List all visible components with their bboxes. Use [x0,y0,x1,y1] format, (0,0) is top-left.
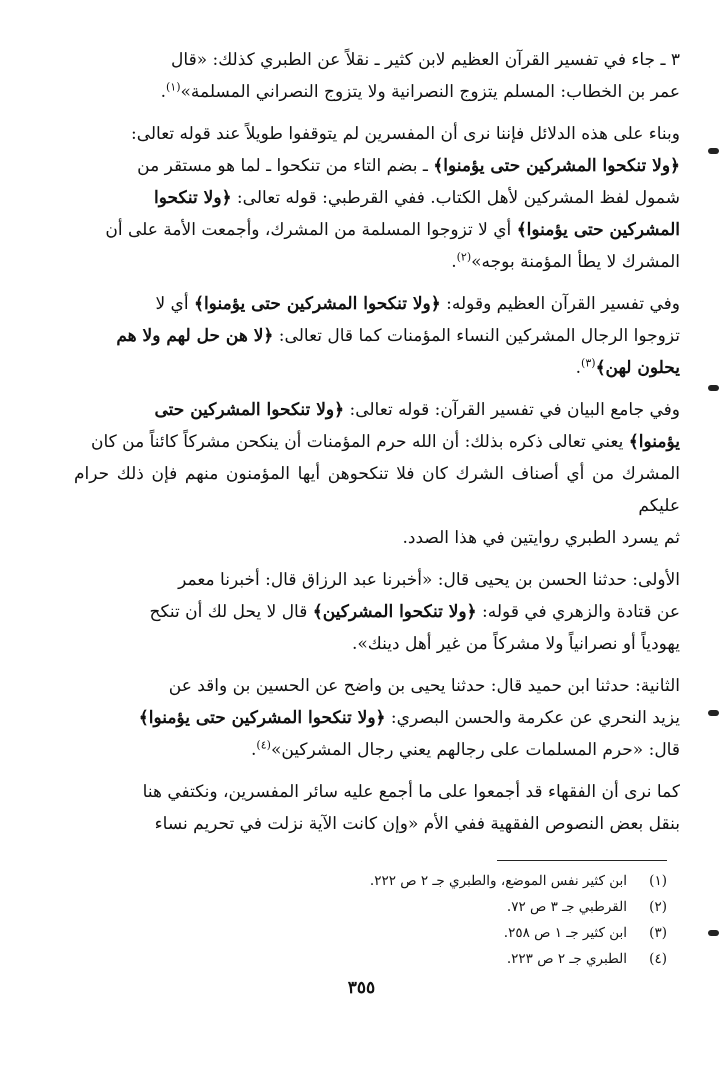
line-text: يزيد النحري عن عكرمة والحسن البصري: ﴿ولا تنكحوا المشركين حتى يؤمنوا﴾ [138,708,680,728]
line-text: المشرك من أي أصناف الشرك كان فلا تنكحوهن أيها المؤمنون منهم فإن ذلك حرام عليكم [74,464,680,516]
text-line [74,320,680,352]
margin-mark [708,385,719,391]
line-text: الثانية: حدثنا ابن حميد قال: حدثنا يحيى بن واضح عن الحسين بن واقد عن [168,676,680,696]
footnote-reference[interactable]: (٤) [256,738,271,752]
main-text [74,44,680,840]
footnote-text: ابن كثير نفس الموضع، والطبري جـ ٢ ص ٢٢٢. [369,873,627,889]
line-text: تزوجوا الرجال المشركين النساء المؤمنات كما قال تعالى: ﴿لا هن حل لهم ولا هم [116,326,680,346]
line-text: وفي جامع البيان في تفسير القرآن: قوله تعالى: ﴿ولا تنكحوا المشركين حتى [154,400,680,420]
footnote [107,920,667,946]
text-line [74,628,680,660]
text-line [74,288,680,320]
page-number: ٣٥٥ [347,978,376,998]
text-line [74,702,680,734]
text-line: قال: «حرم المسلمات على رجالهم يعني رجال المشركين»$^{(٤)}$. [251,738,680,760]
line-text: وفي تفسير القرآن العظيم وقوله: ﴿ولا تنكحوا المشركين حتى يؤمنوا﴾ أي لا [155,294,680,314]
line-text: يهودياً أو نصرانياً ولا مشركاً من غير أهل دينك». [351,634,680,654]
line-text: المشرك لا يطأ المؤمنة بوجه» [471,252,680,272]
line-text: بنقل بعض النصوص الفقهية ففي الأم «وإن كانت الآية نزلت في تحريم نساء [154,814,680,834]
line-text: كما نرى أن الفقهاء قد أجمعوا على ما أجمع عليه سائر المفسرين، ونكتفي هنا [142,782,680,802]
footnote-number: (٢) [649,899,667,915]
text-line [74,118,680,150]
footnote-number: (٤) [649,951,667,967]
footnote-text: ابن كثير جـ ١ ص ٢٥٨. [503,925,627,941]
footnote-reference[interactable]: (٢) [456,250,472,264]
text-line [74,150,680,182]
line-text: ﴿ولا تنكحوا المشركين حتى يؤمنوا﴾ ـ بضم التاء من تنكحوا ـ لما هو مستقر من [137,156,680,176]
text-line [74,44,680,76]
footnote-number: (١) [649,873,667,889]
footnotes [107,868,667,972]
text-line [74,522,680,554]
line-text: يؤمنوا﴾ يعني تعالى ذكره بذلك: أن الله حرم المؤمنات أن ينكحن مشركاً كائناً من كان [90,432,680,452]
line-text: عن قتادة والزهري في قوله: ﴿ولا تنكحوا المشركين﴾ قال لا يحل لك أن تنكح [149,602,680,622]
text-line [74,394,680,426]
text-line: المشرك لا يطأ المؤمنة بوجه»$^{(٢)}$. [451,250,680,272]
line-text: شمول لفظ المشركين لأهل الكتاب. ففي القرطبي: قوله تعالى: ﴿ولا تنكحوا [154,188,680,208]
line-text: ٣ ـ جاء في تفسير القرآن العظيم لابن كثير ـ نقلاً عن الطبري كذلك: «قال [171,50,680,70]
margin-mark [708,930,719,936]
line-text: يحلون لهن﴾ [595,358,680,378]
footnote [107,946,667,972]
footnote-text: الطبري جـ ٢ ص ٢٢٣. [506,951,627,967]
text-line [74,214,680,246]
footnote-reference[interactable]: (٣) [581,356,596,370]
footnote-number: (٣) [649,925,667,941]
line-text: ثم يسرد الطبري روايتين في هذا الصدد. [402,528,680,548]
margin-mark [708,148,719,154]
text-line [74,808,680,840]
footnote [107,894,667,920]
line-text: عمر بن الخطاب: المسلم يتزوج النصرانية ولا يتزوج النصراني المسلمة» [180,82,680,102]
text-line [74,426,680,458]
text-line: عمر بن الخطاب: المسلم يتزوج النصرانية ولا يتزوج النصراني المسلمة»$^{(١)}$. [160,80,680,102]
text-line [74,564,680,596]
text-line [74,596,680,628]
line-text: المشركين حتى يؤمنوا﴾ أي لا تزوجوا المسلمة من المشرك، وأجمعت الأمة على أن [105,220,680,240]
text-line [74,670,680,702]
text-line [74,182,680,214]
line-text: قال: «حرم المسلمات على رجالهم يعني رجال المشركين» [270,740,680,760]
footnote [107,868,667,894]
footnote-text: القرطبي جـ ٣ ص ٧٢. [506,899,627,915]
footnote-divider [497,860,667,861]
text-line [74,458,680,522]
line-text: الأولى: حدثنا الحسن بن يحيى قال: «أخبرنا عبد الرزاق قال: أخبرنا معمر [178,570,680,590]
text-line: يحلون لهن﴾$^{(٣)}$. [575,356,680,378]
footnote-reference[interactable]: (١) [166,80,181,94]
line-text: وبناء على هذه الدلائل فإننا نرى أن المفسرين لم يتوقفوا طويلاً عند قوله تعالى: [130,124,680,144]
margin-mark [708,710,719,716]
text-line [74,776,680,808]
